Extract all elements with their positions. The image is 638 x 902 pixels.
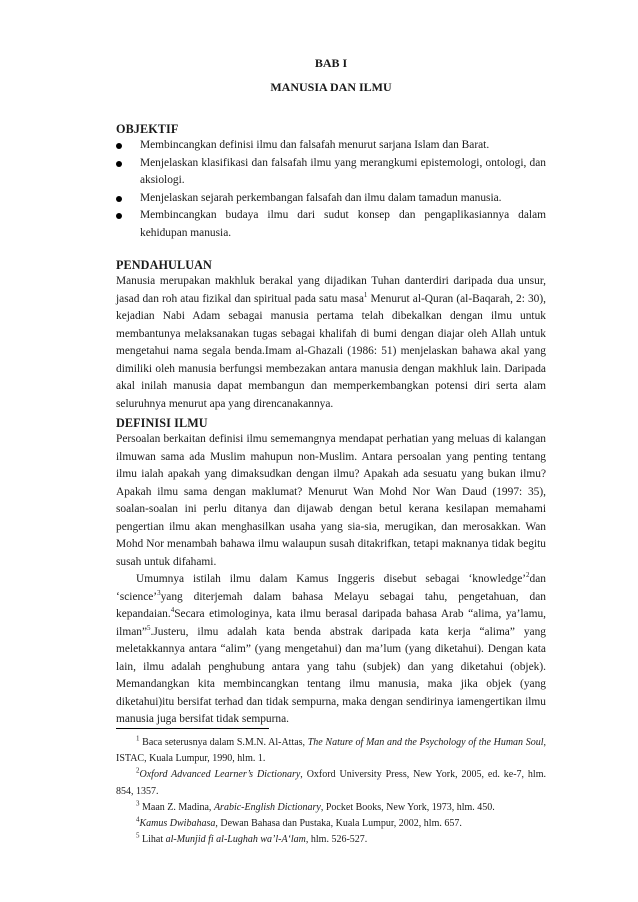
footnote-divider (116, 728, 269, 729)
definisi-heading: DEFINISI ILMU (116, 416, 208, 430)
definisi-paragraph-1: Persoalan berkaitan definisi ilmu sememangnya mendapat perhatian yang meluas di kalangan ilmuwan sama ada Muslim mahupun non-Muslim. Antara persoalan yang penting tentang ilmu ialah apakah yang dimaksudkan dengan ilmu? Apakah ada sesuatu yang bukan ilmu? Apakah ilmu sama dengan maklumat? Menurut Wan Mohd Nor Wan Daud (1997: 35), soalan-soalan ini perlu ditanya dan dijawab dengan betul kerana kesilapan memahami pengertian ilmu akan menghasilkan usaha yang sia-sia, merugikan, dan merosakkan. Wan Mohd Nor menambah bahawa ilmu walaupun susah ditakrifkan, tetapi maknanya tidak begitu susah untuk difahami. (116, 433, 546, 568)
objektif-item: Menjelaskan sejarah perkembangan falsafah dan ilmu dalam tamadun manusia. (116, 190, 546, 208)
footnote-1: $^1$ Baca seterusnya dalam S.M.N. Al-Attas, The Nature of Man and the Psychology of the Human Soul, ISTAC, Kuala Lumpur, 1990, hlm. 1. (116, 734, 547, 765)
bullet-icon (116, 213, 122, 219)
definisi-paragraph-2: Umumnya istilah ilmu dalam Kamus Inggeris disebut sebagai ‘knowledge’$^2$dan ‘science’$^3$yang diterjemah dalam bahasa Melayu sebagai tahu, pengetahuan, dan kepandaian.$^4$Secara etimologinya, kata ilmu berasal daripada bahasa Arab “alima, ya’lamu, ilman”$^5$.Justeru, ilmu adalah kata benda abstrak daripada kata kerja “alima” yang meletakkannya antara “alim” (yang mengetahui) dan ma’lum (yang diketahui). Dengan kata lain, ilmu adalah penghubung antara yang tahu (subjek) dan yang diketahui (objek). Memandangkan kita membincangkan tentang ilmu manusia, maka jika objek (yang diketahui)itu bersifat terhad dan tidak sempurna, maka dengan sendirinya iamengertikan ilmu manusia juga bersifat tidak sempurna. (116, 571, 546, 725)
bullet-icon (116, 161, 122, 167)
footnote-ref: 1 (363, 290, 368, 299)
pendahuluan-heading: PENDAHULUAN (116, 258, 212, 272)
footnote-ref: 2 (526, 571, 530, 580)
definisi-section (116, 416, 546, 729)
objektif-heading: OBJEKTIF (116, 122, 179, 136)
footnote-ref: 4 (170, 606, 175, 615)
objektif-list (116, 137, 546, 242)
footnote-ref: 3 (157, 588, 161, 597)
objektif-item: Membincangkan budaya ilmu dari sudut konsep dan pengaplikasiannya dalam kehidupan manusia. (116, 207, 546, 242)
footnote-5: $^5$ Lihat al-Munjid fi al-Lughah wa’l-A‘lam, hlm. 526-527. (136, 831, 368, 846)
footnotes (116, 735, 546, 848)
bullet-icon (116, 143, 122, 149)
chapter-label: BAB I (314, 56, 348, 70)
footnote-2: $^2$Oxford Advanced Learner’s Dictionary, Oxford University Press, New York, 2005, ed. ke-7, hlm. 854, 1357. (116, 767, 546, 797)
footnote-4: $^4$Kamus Dwibahasa, Dewan Bahasa dan Pustaka, Kuala Lumpur, 2002, hlm. 657. (136, 815, 462, 830)
objektif-item: Membincangkan definisi ilmu dan falsafah menurut sarjana Islam dan Barat. (116, 137, 546, 155)
pendahuluan-section (116, 258, 546, 413)
objektif-section (116, 122, 546, 242)
footnote-3: $^3$ Maan Z. Madina, Arabic-English Dictionary, Pocket Books, New York, 1973, hlm. 450. (136, 799, 495, 813)
chapter-title: MANUSIA DAN ILMU (270, 80, 392, 94)
footnote-ref: 5 (147, 623, 151, 632)
objektif-item: Menjelaskan klasifikasi dan falsafah ilmu yang merangkumi epistemologi, ontologi, dan aksiologi. (116, 155, 546, 190)
pendahuluan-paragraph: Manusia merupakan makhluk berakal yang dijadikan Tuhan danterdiri daripada dua unsur, jasad dan roh atau fizikal dan spiritual pada satu masa$^1$ Menurut al-Quran (al-Baqarah, 2: 30), kejadian Nabi Adam sebagai manusia pertama telah dibekalkan dengan ilmu untuk membantunya melaksanakan tugas sebagai khalifah di bumi dengan diajar oleh Allah untuk mengetahui nama segala benda.Imam al-Ghazali (1986: 51) menjelaskan bahawa akal yang dimiliki oleh manusia berfungsi membezakan antara manusia dengan makhluk lain. Daripada akal inilah manusia dapat membangun dan memperkembangkan potensi diri serta alam seluruhnya menurut apa yang direncanakannya. (116, 275, 546, 410)
bullet-icon (116, 196, 122, 202)
